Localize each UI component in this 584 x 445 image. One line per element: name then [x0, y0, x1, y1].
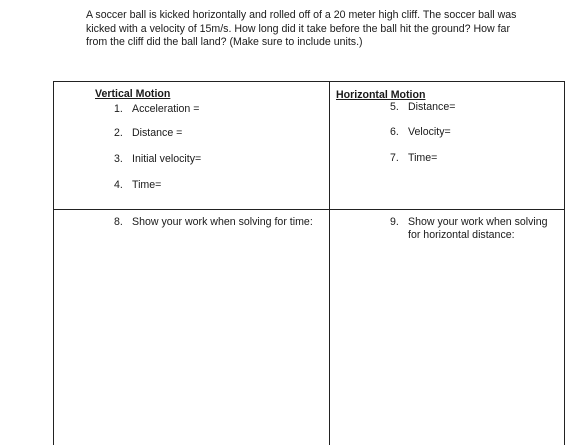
- item-horizontal-velocity: [390, 126, 451, 139]
- item-initial-velocity: [114, 153, 201, 166]
- item-acceleration: [114, 103, 199, 116]
- item-number: 3.: [114, 153, 123, 165]
- item-number: 5.: [390, 101, 399, 113]
- item-label: Distance=: [408, 101, 456, 113]
- item-label: Initial velocity=: [132, 153, 202, 165]
- item-number: 9.: [390, 216, 399, 228]
- item-label: Distance =: [132, 127, 183, 139]
- table-center-divider: [329, 81, 330, 445]
- item-horizontal-time: [390, 152, 437, 165]
- problem-statement: A soccer ball is kicked horizontally and rolled off of a 20 meter high cliff. The soccer ball was kicked with a velocity of 15m/s. How long did it take before the ball hit the ground? How far from the cliff did the ball land? (Make sure to include units.): [86, 9, 517, 49]
- item-vertical-time: [114, 179, 161, 192]
- work-prompt-distance: [390, 216, 555, 241]
- item-number: 1.: [114, 103, 123, 115]
- item-label: Velocity=: [408, 126, 451, 138]
- table-right-border: [564, 81, 565, 445]
- item-label: Acceleration =: [132, 103, 200, 115]
- table-middle-border: [53, 209, 565, 210]
- item-label: Show your work when solving for time:: [132, 216, 313, 228]
- table-left-border: [53, 81, 54, 445]
- item-number: 6.: [390, 126, 399, 138]
- item-number: 8.: [114, 216, 123, 228]
- item-label: Time=: [408, 152, 438, 164]
- horizontal-motion-heading: Horizontal Motion: [336, 89, 426, 101]
- item-label: Show your work when solving for horizontal distance:: [408, 216, 548, 241]
- item-number: 4.: [114, 179, 123, 191]
- item-label: Time=: [132, 179, 162, 191]
- work-prompt-time: [114, 216, 313, 229]
- item-number: 7.: [390, 152, 399, 164]
- item-horizontal-distance: [390, 101, 455, 114]
- item-vertical-distance: [114, 127, 182, 140]
- item-number: 2.: [114, 127, 123, 139]
- table-top-border: [53, 81, 565, 82]
- vertical-motion-heading: Vertical Motion: [95, 88, 171, 100]
